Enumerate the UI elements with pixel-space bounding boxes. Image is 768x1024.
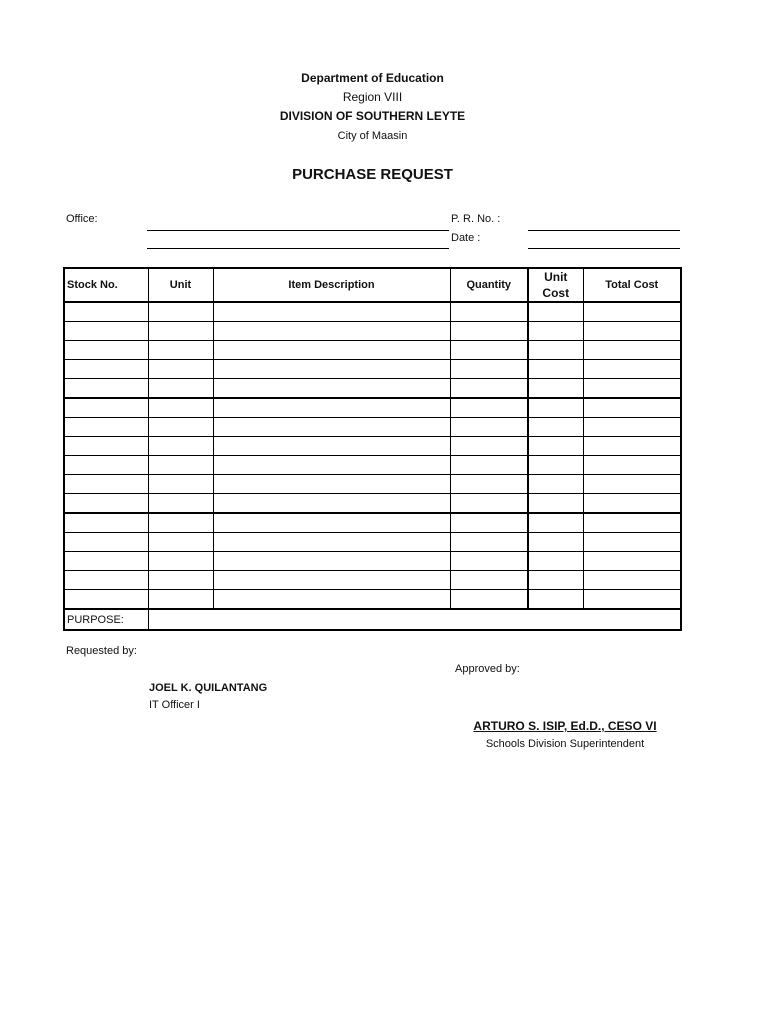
cell-item-description[interactable] [213,360,450,379]
cell-unit[interactable] [148,475,213,494]
table-row [64,571,681,590]
cell-item-description[interactable] [213,513,450,533]
unit-cost-line-1: Unit [544,270,568,284]
cell-unit-cost[interactable] [528,379,583,399]
col-header-unit-cost [528,268,583,302]
cell-stock-no[interactable] [64,513,148,533]
col-header-total-cost: Total Cost [583,268,681,302]
items-table [63,267,682,631]
cell-total-cost[interactable] [583,322,681,341]
requester-title: IT Officer I [149,699,200,711]
table-row [64,590,681,610]
cell-item-description[interactable] [213,437,450,456]
cell-quantity[interactable] [450,379,528,399]
cell-item-description[interactable] [213,456,450,475]
office-line-1 [147,230,449,231]
cell-stock-no[interactable] [64,360,148,379]
cell-quantity[interactable] [450,513,528,533]
cell-item-description[interactable] [213,533,450,552]
cell-unit[interactable] [148,418,213,437]
cell-unit-cost[interactable] [528,475,583,494]
approver-name: ARTURO S. ISIP, Ed.D., CESO VI [473,719,657,733]
cell-unit-cost[interactable] [528,302,583,322]
cell-unit[interactable] [148,322,213,341]
cell-stock-no[interactable] [64,571,148,590]
cell-stock-no[interactable] [64,533,148,552]
cell-unit-cost[interactable] [528,533,583,552]
cell-unit[interactable] [148,341,213,360]
purpose-row [64,609,681,630]
cell-item-description[interactable] [213,494,450,514]
cell-unit-cost[interactable] [528,552,583,571]
cell-total-cost[interactable] [583,418,681,437]
cell-stock-no[interactable] [64,322,148,341]
date-field[interactable] [530,232,676,248]
cell-quantity[interactable] [450,437,528,456]
pr-no-line [528,230,680,231]
cell-item-description[interactable] [213,571,450,590]
table-row [64,302,681,322]
cell-item-description[interactable] [213,418,450,437]
cell-unit[interactable] [148,398,213,418]
cell-total-cost[interactable] [583,437,681,456]
cell-unit[interactable] [148,590,213,610]
table-header-row [64,268,681,302]
cell-stock-no[interactable] [64,341,148,360]
cell-total-cost[interactable] [583,456,681,475]
table-row [64,456,681,475]
cell-total-cost[interactable] [583,302,681,322]
cell-unit[interactable] [148,571,213,590]
office-field[interactable] [150,213,446,229]
cell-item-description[interactable] [213,475,450,494]
cell-stock-no[interactable] [64,302,148,322]
division-name: DIVISION OF SOUTHERN LEYTE [279,109,466,123]
cell-quantity[interactable] [450,322,528,341]
cell-item-description[interactable] [213,341,450,360]
cell-unit-cost[interactable] [528,571,583,590]
approver-title: Schools Division Superintendent [485,738,645,750]
department-name: Department of Education [301,71,444,85]
cell-quantity[interactable] [450,475,528,494]
purpose-label: PURPOSE: [64,609,148,630]
cell-unit[interactable] [148,513,213,533]
unit-cost-line-2: Cost [542,286,570,300]
cell-quantity[interactable] [450,398,528,418]
cell-unit-cost[interactable] [528,322,583,341]
city-name: City of Maasin [337,130,408,142]
cell-quantity[interactable] [450,456,528,475]
table-row [64,437,681,456]
col-header-quantity: Quantity [450,268,528,302]
table-row [64,341,681,360]
cell-quantity[interactable] [450,552,528,571]
cell-total-cost[interactable] [583,475,681,494]
page-title: PURCHASE REQUEST [292,166,453,183]
cell-stock-no[interactable] [64,418,148,437]
cell-unit-cost[interactable] [528,437,583,456]
cell-total-cost[interactable] [583,494,681,514]
cell-quantity[interactable] [450,533,528,552]
office-label: Office: [66,213,98,225]
requested-by-label: Requested by: [66,645,137,657]
cell-total-cost[interactable] [583,533,681,552]
requester-name: JOEL K. QUILANTANG [149,682,268,694]
table-row [64,398,681,418]
region-name: Region VIII [342,90,403,104]
cell-item-description[interactable] [213,322,450,341]
table-row [64,475,681,494]
table-row [64,360,681,379]
cell-unit[interactable] [148,494,213,514]
purpose-field[interactable] [148,609,681,630]
cell-stock-no[interactable] [64,437,148,456]
cell-stock-no[interactable] [64,379,148,399]
cell-unit-cost[interactable] [528,360,583,379]
table-row [64,494,681,514]
cell-item-description[interactable] [213,552,450,571]
cell-unit[interactable] [148,302,213,322]
col-header-stock-no: Stock No. [64,268,148,302]
cell-quantity[interactable] [450,302,528,322]
cell-stock-no[interactable] [64,552,148,571]
cell-item-description[interactable] [213,590,450,610]
pr-no-field[interactable] [530,213,676,229]
cell-total-cost[interactable] [583,379,681,399]
cell-quantity[interactable] [450,341,528,360]
cell-item-description[interactable] [213,302,450,322]
cell-unit-cost[interactable] [528,513,583,533]
date-label: Date : [451,232,481,244]
table-row [64,379,681,399]
cell-unit-cost[interactable] [528,494,583,514]
cell-unit[interactable] [148,379,213,399]
cell-quantity[interactable] [450,571,528,590]
col-header-unit: Unit [148,268,213,302]
cell-stock-no[interactable] [64,494,148,514]
cell-unit-cost[interactable] [528,398,583,418]
table-row [64,513,681,533]
cell-stock-no[interactable] [64,398,148,418]
cell-unit-cost[interactable] [528,590,583,610]
cell-unit[interactable] [148,533,213,552]
cell-total-cost[interactable] [583,360,681,379]
cell-total-cost[interactable] [583,571,681,590]
cell-unit-cost[interactable] [528,418,583,437]
cell-unit-cost[interactable] [528,341,583,360]
date-line [528,248,680,249]
cell-quantity[interactable] [450,360,528,379]
cell-total-cost[interactable] [583,513,681,533]
cell-unit[interactable] [148,360,213,379]
cell-stock-no[interactable] [64,590,148,610]
cell-unit[interactable] [148,456,213,475]
col-header-item-description: Item Description [213,268,450,302]
cell-quantity[interactable] [450,590,528,610]
approved-by-label: Approved by: [455,663,520,675]
table-row [64,533,681,552]
table-row [64,322,681,341]
table-row [64,552,681,571]
cell-stock-no[interactable] [64,456,148,475]
table-row [64,418,681,437]
cell-total-cost[interactable] [583,552,681,571]
cell-unit[interactable] [148,437,213,456]
cell-unit[interactable] [148,552,213,571]
cell-quantity[interactable] [450,418,528,437]
cell-total-cost[interactable] [583,590,681,610]
cell-quantity[interactable] [450,494,528,514]
cell-item-description[interactable] [213,379,450,399]
office-line-2 [147,248,449,249]
cell-unit-cost[interactable] [528,456,583,475]
cell-total-cost[interactable] [583,398,681,418]
pr-no-label: P. R. No. : [451,213,501,225]
cell-item-description[interactable] [213,398,450,418]
cell-stock-no[interactable] [64,475,148,494]
cell-total-cost[interactable] [583,341,681,360]
